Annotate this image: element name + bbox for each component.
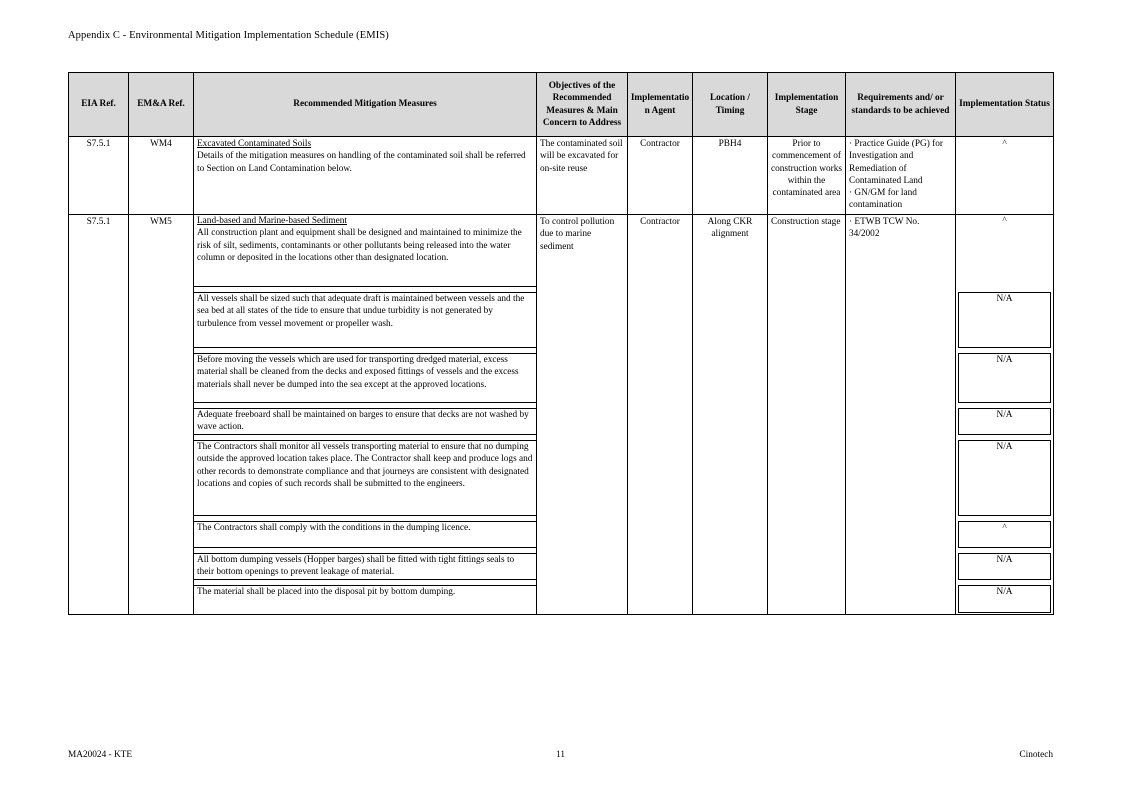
measure-segment [194, 215, 536, 292]
cell-status [956, 215, 1054, 615]
measure-text: Details of the mitigation measures on handling of the contaminated soil shall be referred to Section on Land Contamination below. [197, 151, 526, 174]
header-measures: Recommended Mitigation Measures [194, 73, 537, 137]
status-segment [956, 408, 1053, 440]
measure-segment [194, 585, 536, 614]
cell-requirements [846, 137, 956, 215]
header-row [69, 73, 1054, 137]
footer-company: Cinotech [1019, 750, 1053, 760]
header-requirements: Requirements and/ or standards to be achieved [846, 73, 956, 137]
header-status: Implementation Status [956, 73, 1054, 137]
cell-ema-ref: WM5 [129, 215, 194, 615]
cell-stage: Prior to commencement of construction works within the contaminated area [768, 137, 846, 215]
status-segment [956, 521, 1053, 553]
requirement-item: · ETWB TCW No. 34/2002 [849, 217, 920, 240]
footer-page-number: 11 [556, 750, 565, 760]
cell-location-timing: PBH4 [693, 137, 768, 215]
measure-box [194, 408, 536, 435]
status-value: N/A [958, 440, 1051, 516]
cell-ema-ref: WM4 [129, 137, 194, 215]
appendix-title: Appendix C - Environmental Mitigation Implementation Schedule (EMIS) [68, 30, 389, 41]
measure-box [194, 353, 536, 403]
measure-box [194, 521, 536, 548]
status-segment [956, 585, 1053, 614]
cell-measures [194, 215, 537, 615]
measure-segment [194, 353, 536, 408]
status-segment [956, 553, 1053, 585]
cell-eia-ref: S7.5.1 [69, 215, 129, 615]
measure-text: All construction plant and equipment shall be designed and maintained to minimize the risk of silt, sediments, contaminants or other pollutants being released into the water column or deposited in the locations other than designated location. [197, 228, 522, 263]
cell-measures [194, 137, 537, 215]
footer-document-ref: MA20024 - KTE [68, 750, 133, 760]
measure-segment [194, 292, 536, 353]
status-value: ^ [1002, 216, 1007, 226]
table-row-wm4 [69, 137, 1054, 215]
status-value: N/A [958, 585, 1051, 613]
status-value: N/A [958, 553, 1051, 580]
header-stage: Implementation Stage [768, 73, 846, 137]
measure-segment [194, 553, 536, 585]
header-agent: Implementation Agent [628, 73, 693, 137]
cell-status: ^ [956, 137, 1054, 215]
measure-text: The material shall be placed into the disposal pit by bottom dumping. [197, 587, 456, 597]
status-value: N/A [958, 408, 1051, 435]
cell-requirements [846, 215, 956, 615]
header-objectives: Objectives of the Recommended Measures & Main Concern to Address [537, 73, 628, 137]
measure-segment [194, 521, 536, 553]
status-value: ^ [958, 521, 1051, 548]
measure-title: Excavated Contaminated Soils [197, 139, 312, 149]
measure-segment [194, 440, 536, 521]
cell-agent: Contractor [628, 137, 693, 215]
cell-eia-ref: S7.5.1 [69, 137, 129, 215]
page-footer [68, 750, 1053, 764]
cell-stage: Construction stage [768, 215, 846, 615]
requirement-item: · GN/GM for land contamination [849, 188, 917, 211]
status-value: N/A [958, 353, 1051, 403]
measure-text: The Contractors shall comply with the conditions in the dumping licence. [197, 523, 471, 533]
header-location-timing: Location / Timing [693, 73, 768, 137]
measure-text: All bottom dumping vessels (Hopper barges) shall be fitted with tight fittings seals to their bottom openings to prevent leakage of material. [197, 555, 515, 578]
measures-stack [194, 215, 536, 614]
measure-box [194, 215, 536, 287]
measure-box [194, 440, 536, 516]
measure-box [194, 585, 536, 613]
measure-text: Adequate freeboard shall be maintained on barges to ensure that decks are not washed by wave action. [197, 410, 529, 433]
table-row-wm5 [69, 215, 1054, 615]
status-stack [956, 215, 1053, 614]
cell-agent: Contractor [628, 215, 693, 615]
status-segment [956, 215, 1053, 292]
measure-segment [194, 408, 536, 440]
cell-objectives: To control pollution due to marine sediment [537, 215, 628, 615]
header-ema-ref: EM&A Ref. [129, 73, 194, 137]
status-segment [956, 353, 1053, 408]
cell-objectives: The contaminated soil will be excavated for on-site reuse [537, 137, 628, 215]
measure-text: All vessels shall be sized such that adequate draft is maintained between vessels and the sea bed at all states of the tide to ensure that undue turbidity is not generated by turbulence from vessel movement or propeller wash. [197, 294, 525, 329]
emis-table [68, 72, 1054, 615]
measure-box [194, 292, 536, 348]
measure-text: The Contractors shall monitor all vessels transporting material to ensure that no dumping outside the approved location takes place. The Contractor shall keep and produce logs and other records to demonstrate compliance and that journeys are consistent with designated locations and copies of such records shall be submitted to the engineers. [197, 442, 533, 489]
requirement-item: · Practice Guide (PG) for Investigation and Remediation of Contaminated Land [849, 139, 943, 186]
measure-title: Land-based and Marine-based Sediment [197, 216, 347, 226]
measure-box [194, 553, 536, 580]
measure-text: Before moving the vessels which are used for transporting dredged material, excess material shall be cleaned from the decks and exposed fittings of vessels and the excess materials shall never be dumped into the sea except at the approved locations. [197, 355, 519, 390]
status-segment [956, 440, 1053, 521]
header-eia-ref: EIA Ref. [69, 73, 129, 137]
status-segment [956, 292, 1053, 353]
cell-location-timing: Along CKR alignment [693, 215, 768, 615]
status-value: N/A [958, 292, 1051, 348]
